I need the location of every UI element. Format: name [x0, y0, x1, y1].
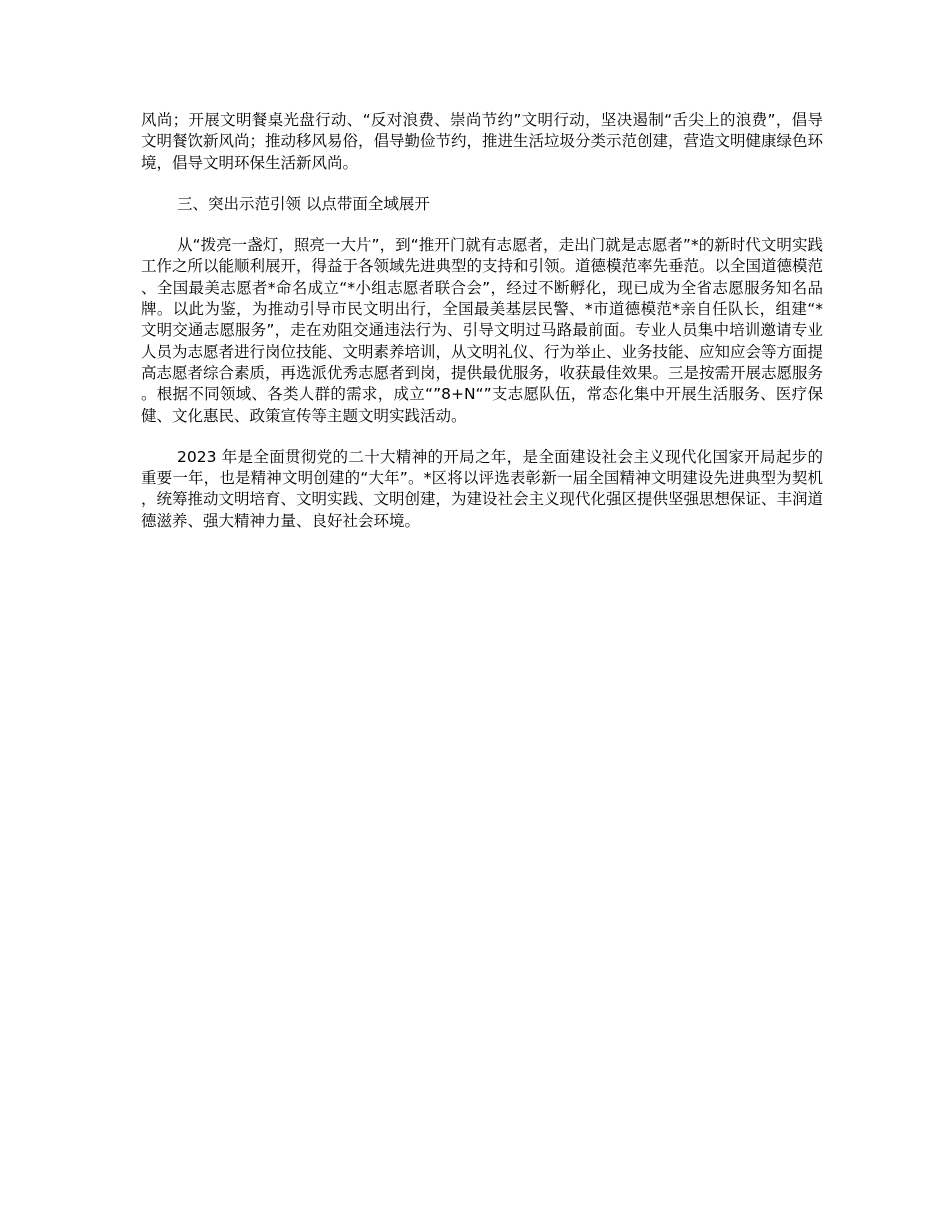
document-body: [141, 110, 823, 552]
paragraph-2023-outlook: 2023 年是全面贯彻党的二十大精神的开局之年，是全面建设社会主义现代化国家开局起步的重要一年，也是精神文明创建的“大年”。*区将以评选表彰新一届全国精神文明建设先进典型为契机，统筹推动文明培育、文明实践、文明创建，为建设社会主义现代化强区提供坚强思想保证、丰润道德滋养、强大精神力量、良好社会环境。: [141, 447, 824, 530]
paragraph-civilized-customs: 风尚；开展文明餐桌光盘行动、“反对浪费、崇尚节约”文明行动，坚决遏制“舌尖上的浪费”，倡导文明餐饮新风尚；推动移风易俗，倡导勤俭节约，推进生活垃圾分类示范创建，营造文明健康绿色环境，倡导文明环保生活新风尚。: [141, 111, 824, 172]
section-heading-3: 三、突出示范引领 以点带面全域展开: [177, 194, 430, 213]
paragraph-exemplary-leadership: 从“拨亮一盏灯，照亮一大片”，到“推开门就有志愿者，走出门就是志愿者”*的新时代文明实践工作之所以能顺利展开，得益于各领域先进典型的支持和引领。道德模范率先垂范。以全国道德模范、全国最美志愿者*命名成立“*小组志愿者联合会”，经过不断孵化，现已成为全省志愿服务知名品牌。以此为鉴，为推动引导市民文明出行，全国最美基层民警、*市道德模范*亲自任队长，组建“*文明交通志愿服务”，走在劝阻交通违法行为、引导文明过马路最前面。专业人员集中培训邀请专业人员为志愿者进行岗位技能、文明素养培训，从文明礼仪、行为举止、业务技能、应知应会等方面提高志愿者综合素质，再选派优秀志愿者到岗，提供最优服务，收获最佳效果。三是按需开展志愿服务。根据不同领域、各类人群的需求，成立“”8+N“”支志愿队伍，常态化集中开展生活服务、医疗保健、文化惠民、政策宣传等主题文明实践活动。: [141, 236, 824, 425]
